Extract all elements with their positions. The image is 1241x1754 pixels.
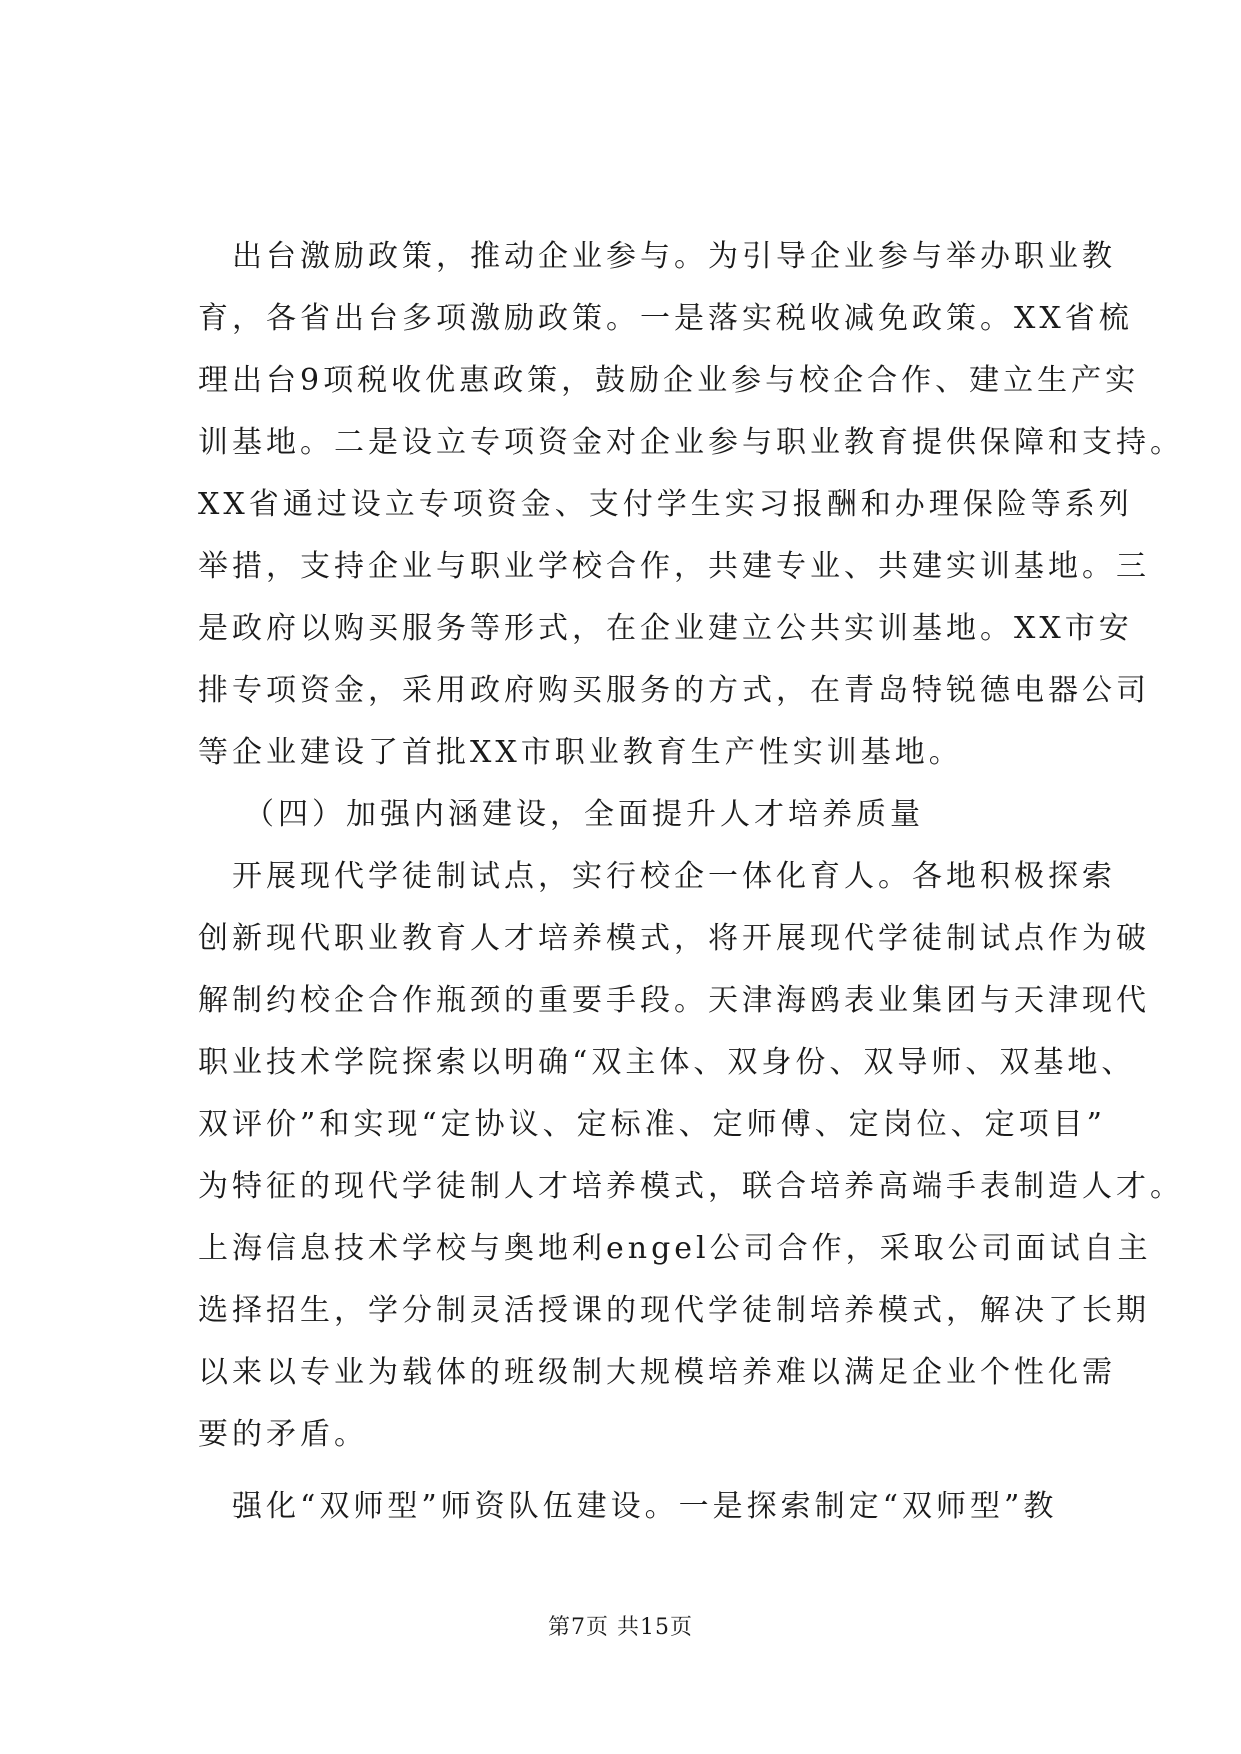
paragraph-line: 训基地。二是设立专项资金对企业参与职业教育提供保障和支持。 [198, 425, 1184, 460]
page-indicator: 第7页 共15页 [548, 1615, 693, 1640]
paragraph-line: 开展现代学徒制试点，实行校企一体化育人。各地积极探索 [232, 859, 1116, 894]
paragraph-gap [198, 1466, 1078, 1476]
document-body [198, 226, 1184, 1538]
paragraph-line: 出台激励政策，推动企业参与。为引导企业参与举办职业教 [232, 239, 1116, 274]
paragraph-line: 理出台9项税收优惠政策，鼓励企业参与校企合作、建立生产实 [198, 363, 1140, 398]
paragraph-line: XX省通过设立专项资金、支付学生实习报酬和办理保险等系列 [198, 487, 1133, 522]
page-footer [0, 1610, 1241, 1641]
section-heading: （四）加强内涵建设，全面提升人才培养质量 [244, 797, 924, 832]
paragraph-line: 要的矛盾。 [198, 1417, 368, 1452]
paragraph-line: 举措，支持企业与职业学校合作，共建专业、共建实训基地。三 [198, 549, 1150, 584]
paragraph-line: 排专项资金，采用政府购买服务的方式，在青岛特锐德电器公司 [198, 673, 1150, 708]
paragraph-line: 上海信息技术学校与奥地利engel公司合作，采取公司面试自主 [198, 1231, 1152, 1266]
paragraph-line: 强化“双师型”师资队伍建设。一是探索制定“双师型”教 [232, 1489, 1058, 1524]
paragraph-line: 选择招生，学分制灵活授课的现代学徒制培养模式，解决了长期 [198, 1293, 1150, 1328]
paragraph-line: 双评价”和实现“定协议、定标准、定师傅、定岗位、定项目” [198, 1107, 1107, 1142]
paragraph-line: 为特征的现代学徒制人才培养模式，联合培养高端手表制造人才。 [198, 1169, 1184, 1204]
paragraph-line: 职业技术学院探索以明确“双主体、双身份、双导师、双基地、 [198, 1045, 1136, 1080]
paragraph-line: 创新现代职业教育人才培养模式，将开展现代学徒制试点作为破 [198, 921, 1150, 956]
paragraph-line: 是政府以购买服务等形式，在企业建立公共实训基地。XX市安 [198, 611, 1133, 646]
paragraph-line: 解制约校企合作瓶颈的重要手段。天津海鸥表业集团与天津现代 [198, 983, 1150, 1018]
paragraph-line: 等企业建设了首批XX市职业教育生产性实训基地。 [198, 735, 963, 770]
paragraph-line: 育，各省出台多项激励政策。一是落实税收减免政策。XX省梳 [198, 301, 1133, 336]
paragraph-line: 以来以专业为载体的班级制大规模培养难以满足企业个性化需 [198, 1355, 1116, 1390]
